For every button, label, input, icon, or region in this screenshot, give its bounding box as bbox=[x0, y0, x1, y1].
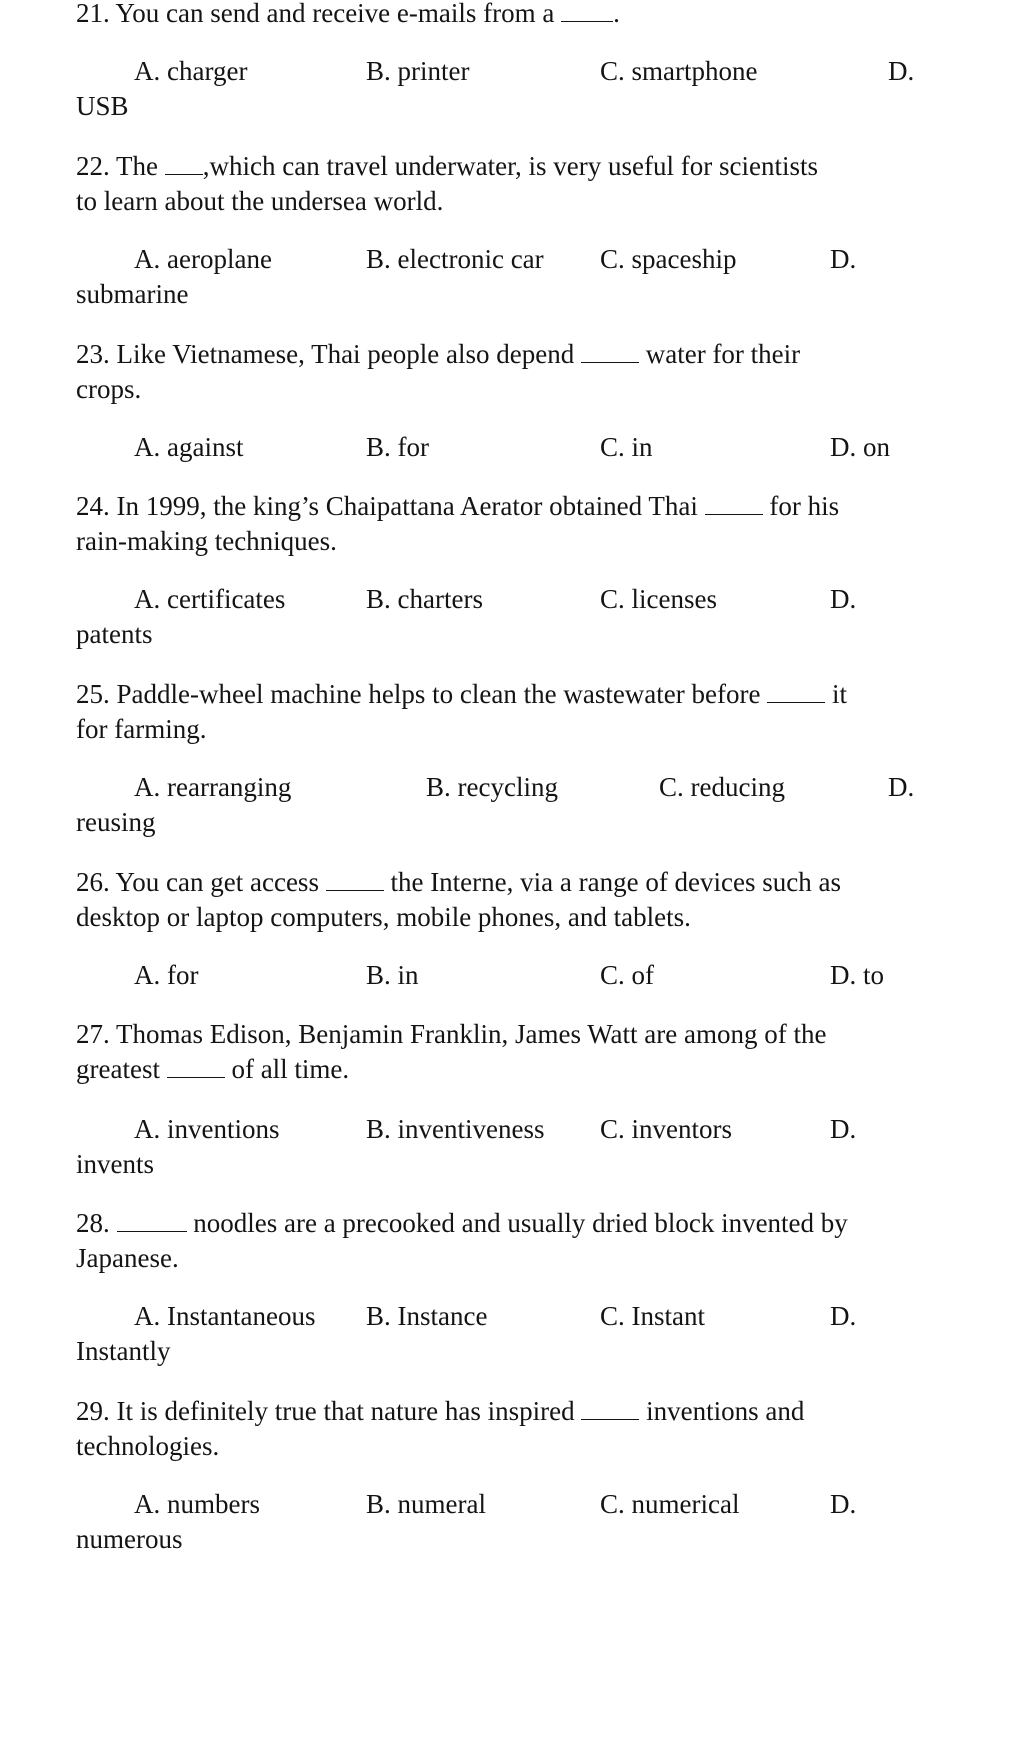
answer-blank[interactable] bbox=[581, 340, 639, 363]
answer-blank[interactable] bbox=[326, 868, 384, 891]
question-number: 24. bbox=[76, 491, 110, 521]
option-d[interactable]: D. bbox=[830, 1114, 857, 1144]
option-d[interactable]: D. bbox=[830, 244, 857, 274]
stem-text-after-blank: the Interne, via a range of devices such as bbox=[390, 867, 842, 897]
option-d-text[interactable]: numerous bbox=[76, 1524, 183, 1554]
question-25-stem bbox=[76, 675, 956, 714]
stem-text-after-blank: it bbox=[831, 679, 847, 709]
option-a[interactable]: A. against bbox=[134, 432, 244, 462]
stem-text-before-blank: Thomas Edison, Benjamin Franklin, James Watt are among of the bbox=[116, 1019, 827, 1049]
question-29-stem-continued bbox=[76, 1427, 219, 1466]
option-b[interactable]: B. recycling bbox=[426, 772, 558, 802]
stem-text-after-blank: ,which can travel underwater, is very useful for scientists bbox=[202, 151, 818, 181]
stem-continuation: to learn about the undersea world. bbox=[76, 186, 444, 216]
question-number: 26. bbox=[76, 867, 110, 897]
question-25-stem-continued bbox=[76, 710, 206, 749]
option-d[interactable]: D. bbox=[888, 56, 915, 86]
option-d-text[interactable]: patents bbox=[76, 619, 153, 649]
answer-blank[interactable] bbox=[705, 492, 763, 515]
question-23-stem-continued bbox=[76, 370, 141, 409]
option-c[interactable]: C. licenses bbox=[600, 584, 717, 614]
option-d[interactable]: D. bbox=[888, 772, 915, 802]
stem-text-before-blank: You can send and receive e-mails from a bbox=[115, 0, 555, 28]
option-a[interactable]: A. numbers bbox=[134, 1489, 260, 1519]
option-d-text[interactable]: reusing bbox=[76, 807, 156, 837]
question-22-stem-continued bbox=[76, 182, 443, 221]
option-d[interactable]: D. bbox=[830, 1301, 857, 1331]
stem-text-before-blank: It is definitely true that nature has inspired bbox=[116, 1396, 575, 1426]
stem-continuation: rain-making techniques. bbox=[76, 526, 337, 556]
option-c[interactable]: C. inventors bbox=[600, 1114, 732, 1144]
option-a[interactable]: A. rearranging bbox=[134, 772, 292, 802]
stem-text-before-blank: Paddle-wheel machine helps to clean the wastewater before bbox=[116, 679, 761, 709]
stem-continuation: for farming. bbox=[76, 714, 207, 744]
question-number: 23. bbox=[76, 339, 110, 369]
option-d-text[interactable]: invents bbox=[76, 1149, 154, 1179]
stem-text-before-blank: You can get access bbox=[115, 867, 319, 897]
question-23-stem bbox=[76, 335, 956, 374]
question-number: 21. bbox=[76, 0, 110, 28]
option-c[interactable]: C. of bbox=[600, 960, 654, 990]
option-b[interactable]: B. charters bbox=[366, 584, 483, 614]
option-b[interactable]: B. Instance bbox=[366, 1301, 488, 1331]
option-c[interactable]: C. smartphone bbox=[600, 56, 758, 86]
question-21-stem bbox=[76, 0, 956, 33]
answer-blank[interactable] bbox=[561, 0, 613, 22]
stem-continuation: technologies. bbox=[76, 1431, 220, 1461]
stem-text-after-blank: for his bbox=[769, 491, 840, 521]
option-a[interactable]: A. charger bbox=[134, 56, 248, 86]
question-number: 25. bbox=[76, 679, 110, 709]
question-number: 29. bbox=[76, 1396, 110, 1426]
stem-text-after-blank: water for their bbox=[645, 339, 801, 369]
answer-blank[interactable] bbox=[165, 152, 203, 175]
answer-blank[interactable] bbox=[117, 1209, 187, 1232]
option-b[interactable]: B. in bbox=[366, 960, 419, 990]
stem-continuation: crops. bbox=[76, 374, 142, 404]
option-b[interactable]: B. numeral bbox=[366, 1489, 486, 1519]
question-28-stem bbox=[76, 1204, 956, 1243]
option-d[interactable]: D. bbox=[830, 1489, 857, 1519]
answer-blank[interactable] bbox=[581, 1397, 639, 1420]
option-a[interactable]: A. Instantaneous bbox=[134, 1301, 316, 1331]
option-d-text[interactable]: Instantly bbox=[76, 1336, 171, 1366]
option-b[interactable]: B. for bbox=[366, 432, 429, 462]
option-a[interactable]: A. inventions bbox=[134, 1114, 280, 1144]
question-22-stem bbox=[76, 147, 956, 186]
option-d-text[interactable]: USB bbox=[76, 91, 129, 121]
question-28-stem-continued bbox=[76, 1239, 179, 1278]
stem-text-before-blank: The bbox=[116, 151, 158, 181]
option-c[interactable]: C. in bbox=[600, 432, 653, 462]
question-number: 22. bbox=[76, 151, 110, 181]
answer-blank[interactable] bbox=[767, 680, 825, 703]
question-24-stem-continued bbox=[76, 522, 337, 561]
option-a[interactable]: A. aeroplane bbox=[134, 244, 272, 274]
question-26-stem-continued bbox=[76, 898, 691, 937]
option-b[interactable]: B. electronic car bbox=[366, 244, 544, 274]
option-b[interactable]: B. inventiveness bbox=[366, 1114, 545, 1144]
question-26-stem bbox=[76, 863, 956, 902]
stem-text-after-blank: inventions and bbox=[646, 1396, 805, 1426]
stem-text-after-blank: of all time. bbox=[231, 1054, 350, 1084]
stem-text-before-blank: Like Vietnamese, Thai people also depend bbox=[116, 339, 575, 369]
question-29-stem bbox=[76, 1392, 956, 1431]
option-c[interactable]: C. numerical bbox=[600, 1489, 740, 1519]
answer-blank[interactable] bbox=[167, 1055, 225, 1078]
option-c[interactable]: C. spaceship bbox=[600, 244, 737, 274]
question-number: 28. bbox=[76, 1208, 110, 1238]
question-27-stem-continued bbox=[76, 1050, 349, 1089]
option-a[interactable]: A. certificates bbox=[134, 584, 286, 614]
question-number: 27. bbox=[76, 1019, 110, 1049]
stem-continuation: desktop or laptop computers, mobile phones, and tablets. bbox=[76, 902, 691, 932]
option-b[interactable]: B. printer bbox=[366, 56, 470, 86]
option-d[interactable]: D. bbox=[830, 584, 857, 614]
stem-text-after-blank: . bbox=[613, 0, 620, 28]
option-c[interactable]: C. reducing bbox=[659, 772, 785, 802]
stem-continuation: greatest bbox=[76, 1054, 160, 1084]
option-a[interactable]: A. for bbox=[134, 960, 199, 990]
stem-continuation: Japanese. bbox=[76, 1243, 179, 1273]
stem-text-after-blank: noodles are a precooked and usually dried block invented by bbox=[193, 1208, 848, 1238]
question-27-stem bbox=[76, 1015, 956, 1054]
option-d[interactable]: D. on bbox=[830, 432, 890, 462]
option-d[interactable]: D. to bbox=[830, 960, 884, 990]
question-24-stem bbox=[76, 487, 956, 526]
option-d-text[interactable]: submarine bbox=[76, 279, 189, 309]
option-c[interactable]: C. Instant bbox=[600, 1301, 705, 1331]
stem-text-before-blank: In 1999, the king’s Chaipattana Aerator obtained Thai bbox=[116, 491, 698, 521]
